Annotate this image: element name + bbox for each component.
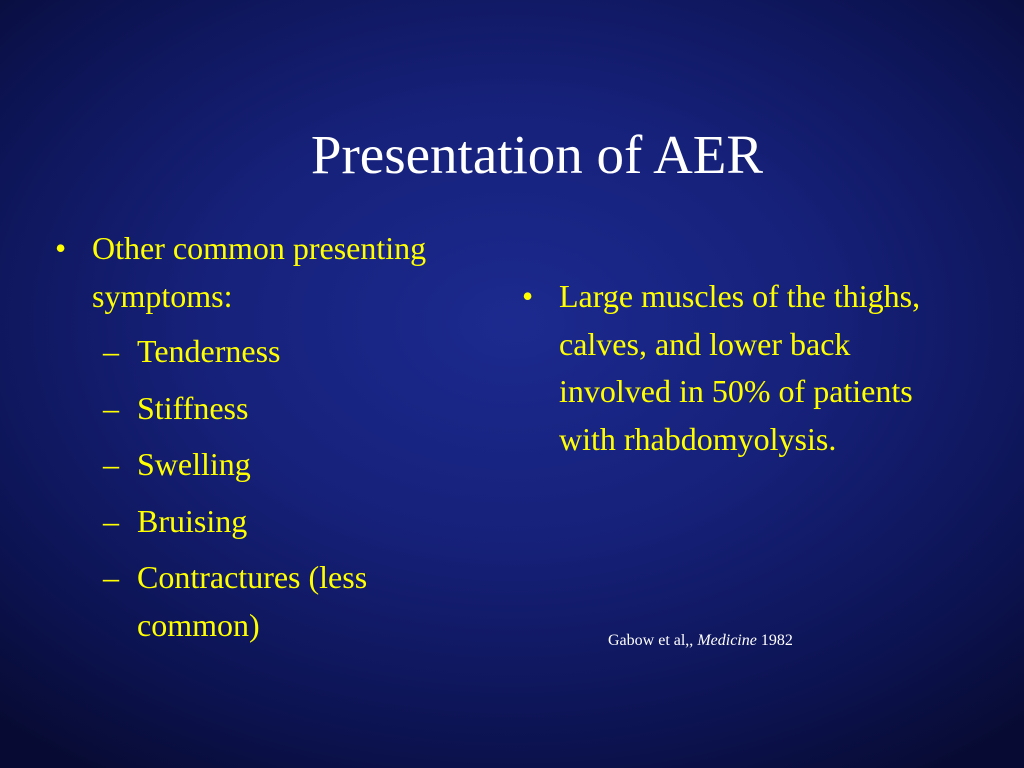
slide-title: Presentation of AER: [310, 124, 764, 185]
list-item: [522, 273, 952, 463]
citation: [608, 631, 793, 651]
bullet-icon: •: [522, 278, 534, 314]
sub-list: [55, 328, 455, 649]
sub-list-item: [55, 385, 455, 433]
list-item-text: Other common presenting symptoms:: [92, 230, 427, 314]
left-column: [55, 225, 455, 658]
right-column: [522, 273, 952, 463]
list-item-text: Large muscles of the thighs, calves, and lower back involved in 50% of patients with rhabdomyolysis.: [559, 278, 921, 457]
sub-list-item-text: Tenderness: [137, 333, 281, 369]
citation-authors: Gabow et al,,: [608, 632, 694, 649]
dash-icon: –: [103, 333, 119, 369]
sub-list-item: [55, 441, 455, 489]
sub-list-item-text: Bruising: [137, 502, 248, 539]
dash-icon: –: [103, 446, 119, 482]
sub-list-item: [55, 554, 455, 649]
dash-icon: –: [103, 559, 119, 595]
sub-list-item: [55, 498, 455, 546]
dash-icon: –: [103, 389, 119, 426]
dash-icon: –: [103, 502, 119, 539]
bullet-icon: •: [55, 230, 67, 266]
citation-journal: Medicine: [697, 632, 757, 649]
sub-list-item-text: Swelling: [137, 446, 251, 482]
sub-list-item-text: Contractures (less common): [137, 559, 368, 643]
citation-year: 1982: [760, 632, 793, 649]
list-item: [55, 225, 455, 320]
sub-list-item-text: Stiffness: [137, 389, 249, 426]
sub-list-item: [55, 328, 455, 376]
